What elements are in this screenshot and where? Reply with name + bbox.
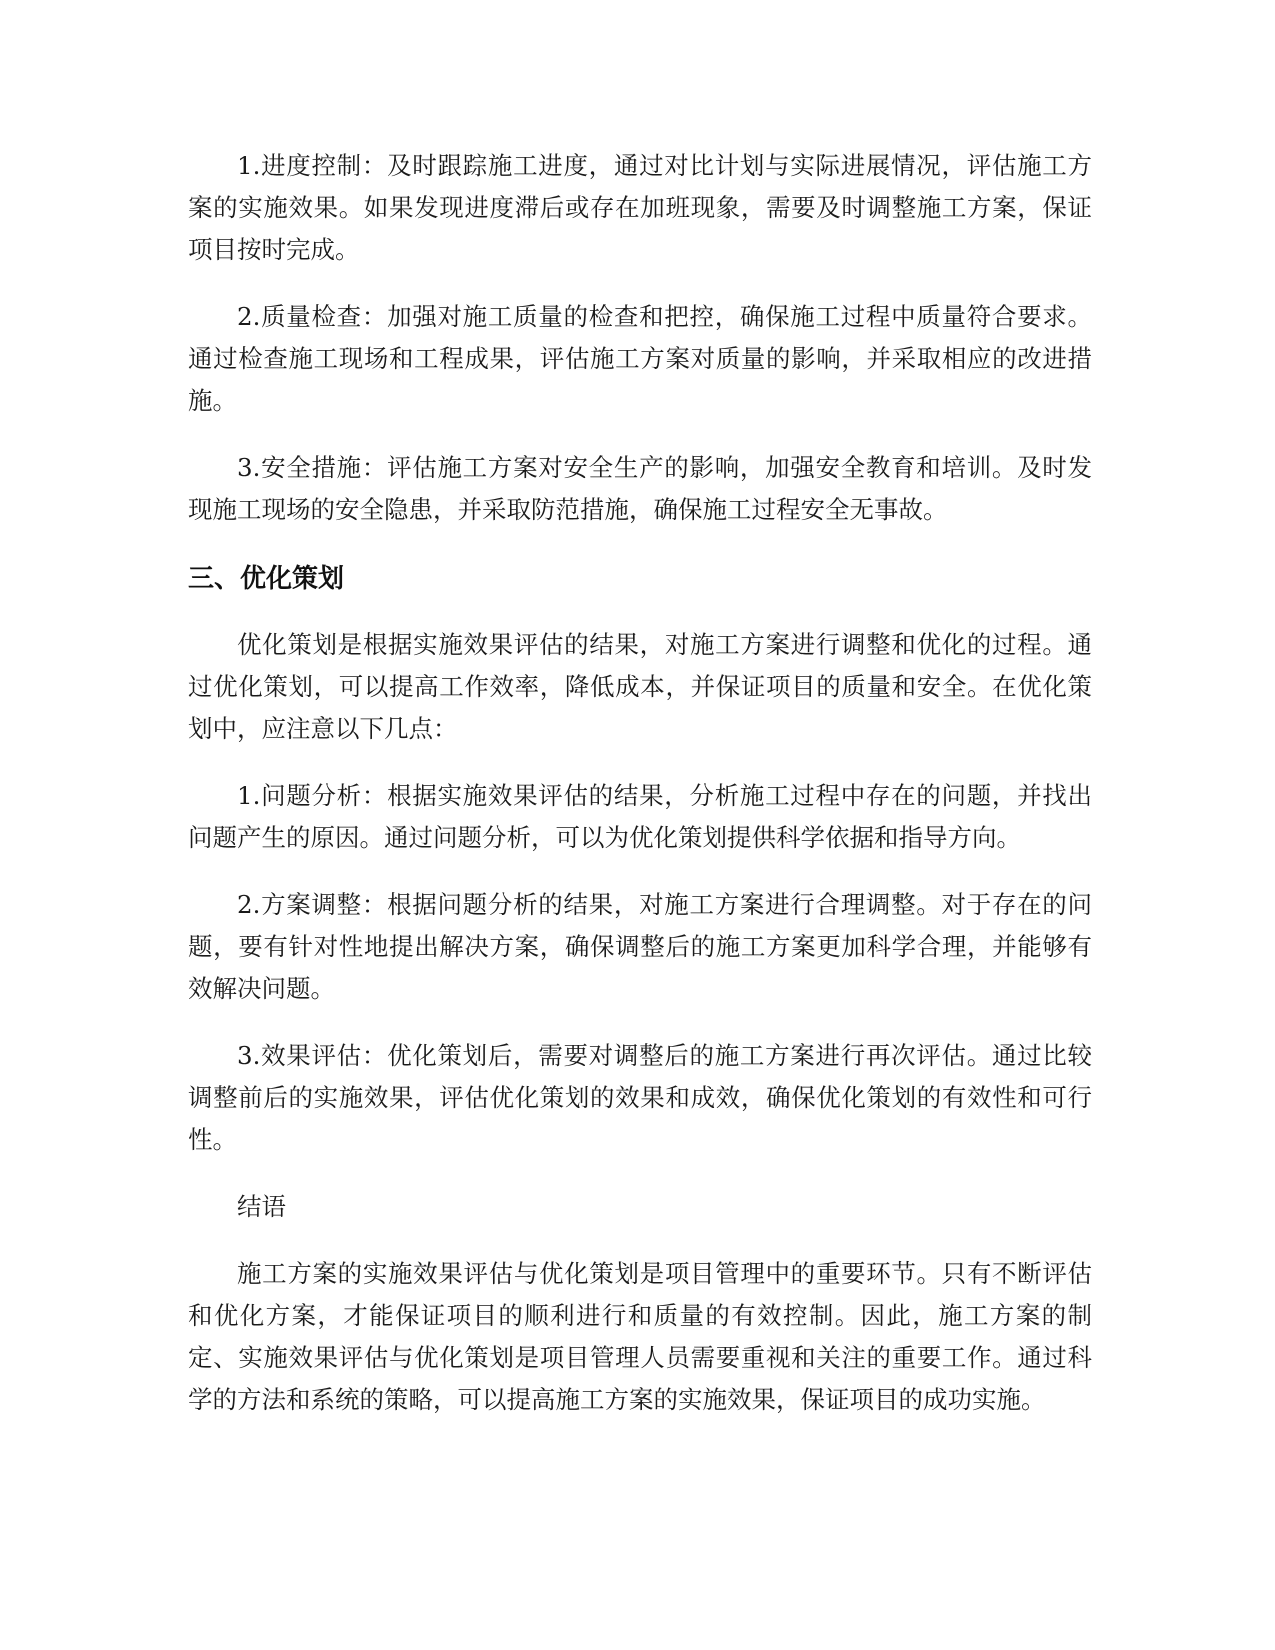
optimization-intro-paragraph: 优化策划是根据实施效果评估的结果，对施工方案进行调整和优化的过程。通过优化策划，可以提高工作效率，降低成本，并保证项目的质量和安全。在优化策划中，应注意以下几点：: [188, 630, 1092, 743]
effect-evaluation-paragraph: 3.效果评估：优化策划后，需要对调整后的施工方案进行再次评估。通过比较调整前后的实施效果，评估优化策划的效果和成效，确保优化策划的有效性和可行性。: [188, 1041, 1092, 1154]
progress-control-paragraph: 1.进度控制：及时跟踪施工进度，通过对比计划与实际进展情况，评估施工方案的实施效果。如果发现进度滞后或存在加班现象，需要及时调整施工方案，保证项目按时完成。: [188, 151, 1092, 264]
safety-measures-paragraph: 3.安全措施：评估施工方案对安全生产的影响，加强安全教育和培训。及时发现施工现场的安全隐患，并采取防范措施，确保施工过程安全无事故。: [188, 453, 1092, 524]
problem-analysis-paragraph: 1.问题分析：根据实施效果评估的结果，分析施工过程中存在的问题，并找出问题产生的原因。通过问题分析，可以为优化策划提供科学依据和指导方向。: [188, 781, 1092, 852]
quality-check-paragraph: 2.质量检查：加强对施工质量的检查和把控，确保施工过程中质量符合要求。通过检查施工现场和工程成果，评估施工方案对质量的影响，并采取相应的改进措施。: [188, 302, 1092, 415]
conclusion-title: 结语: [237, 1192, 286, 1221]
conclusion-paragraph: 施工方案的实施效果评估与优化策划是项目管理中的重要环节。只有不断评估和优化方案，才能保证项目的顺利进行和质量的有效控制。因此，施工方案的制定、实施效果评估与优化策划是项目管理人员需要重视和关注的重要工作。通过科学的方法和系统的策略，可以提高施工方案的实施效果，保证项目的成功实施。: [188, 1259, 1092, 1414]
document-body: [188, 145, 1092, 1421]
section-heading-optimization: 三、优化策划: [188, 564, 345, 594]
plan-adjustment-paragraph: 2.方案调整：根据问题分析的结果，对施工方案进行合理调整。对于存在的问题，要有针对性地提出解决方案，确保调整后的施工方案更加科学合理，并能够有效解决问题。: [188, 890, 1092, 1003]
